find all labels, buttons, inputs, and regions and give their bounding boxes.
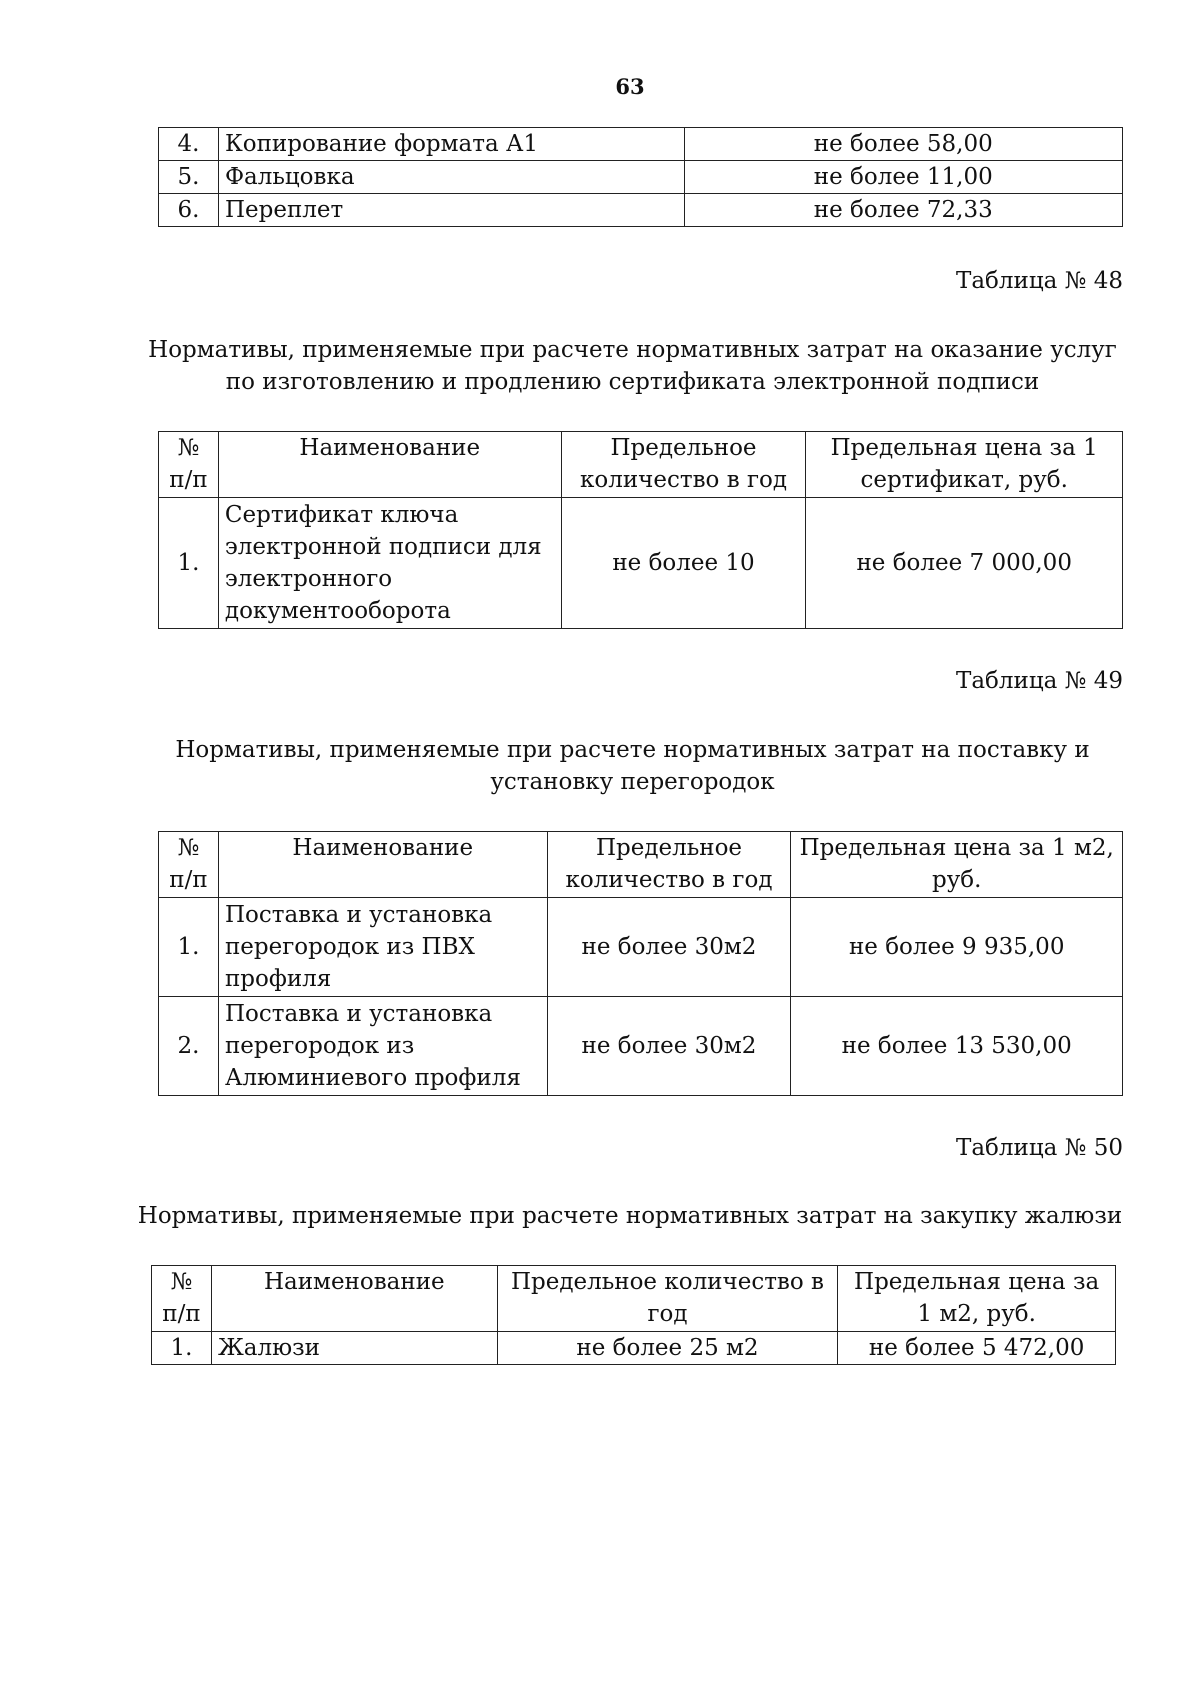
table-48-label: Таблица № 48 [956, 268, 1123, 294]
table-header-row [152, 1266, 1116, 1332]
row-qty: не более 10 [561, 498, 806, 629]
row-qty: не более 30м2 [547, 997, 791, 1096]
table-row [159, 194, 1123, 227]
row-price: не более 58,00 [684, 128, 1122, 161]
table-49 [158, 831, 1123, 1096]
row-name: Поставка и установка перегородок из Алюминиевого профиля [218, 997, 547, 1096]
header-qty: Предельное количество в год [497, 1266, 838, 1332]
row-number: 1. [152, 1332, 212, 1365]
row-name: Копирование формата А1 [218, 128, 684, 161]
table-row [159, 997, 1123, 1096]
table-header-row [159, 432, 1123, 498]
row-price: не более 13 530,00 [791, 997, 1123, 1096]
row-price: не более 11,00 [684, 161, 1122, 194]
row-name: Сертификат ключа электронной подписи для электронного документооборота [218, 498, 561, 629]
table-row [159, 498, 1123, 629]
table-48-heading-line1: Нормативы, применяемые при расчете нормативных затрат на оказание услуг [148, 337, 1117, 363]
header-name: Наименование [218, 832, 547, 898]
page-number: 63 [615, 74, 645, 99]
row-price: не более 7 000,00 [806, 498, 1123, 629]
table-50 [151, 1265, 1116, 1365]
table-48-heading-line2: по изготовлению и продлению сертификата электронной подписи [225, 369, 1040, 395]
row-name: Переплет [218, 194, 684, 227]
row-qty: не более 25 м2 [497, 1332, 838, 1365]
row-name: Поставка и установка перегородок из ПВХ профиля [218, 898, 547, 997]
table-49-heading [140, 734, 1125, 798]
continued-table [158, 127, 1123, 227]
table-49-heading-line1: Нормативы, применяемые при расчете нормативных затрат на поставку и [175, 737, 1090, 763]
row-name: Жалюзи [211, 1332, 497, 1365]
table-48 [158, 431, 1123, 629]
row-number: 5. [159, 161, 219, 194]
header-qty: Предельное количество в год [547, 832, 791, 898]
header-price: Предельная цена за 1 сертификат, руб. [806, 432, 1123, 498]
header-num: № п/п [152, 1266, 212, 1332]
table-row [159, 898, 1123, 997]
row-number: 1. [159, 498, 219, 629]
header-price: Предельная цена за 1 м2, руб. [838, 1266, 1116, 1332]
table-48-heading [140, 334, 1125, 398]
row-price: не более 9 935,00 [791, 898, 1123, 997]
table-50-heading: Нормативы, применяемые при расчете нормативных затрат на закупку жалюзи [137, 1203, 1123, 1229]
row-name: Фальцовка [218, 161, 684, 194]
table-row [159, 161, 1123, 194]
row-price: не более 5 472,00 [838, 1332, 1116, 1365]
table-49-label: Таблица № 49 [956, 668, 1123, 694]
header-num: № п/п [159, 432, 219, 498]
header-price: Предельная цена за 1 м2, руб. [791, 832, 1123, 898]
row-number: 2. [159, 997, 219, 1096]
row-number: 4. [159, 128, 219, 161]
header-name: Наименование [211, 1266, 497, 1332]
table-row [159, 128, 1123, 161]
header-name: Наименование [218, 432, 561, 498]
row-number: 1. [159, 898, 219, 997]
row-price: не более 72,33 [684, 194, 1122, 227]
header-qty: Предельное количество в год [561, 432, 806, 498]
table-50-label: Таблица № 50 [956, 1135, 1123, 1161]
row-qty: не более 30м2 [547, 898, 791, 997]
table-49-heading-line2: установку перегородок [490, 769, 775, 795]
table-header-row [159, 832, 1123, 898]
header-num: № п/п [159, 832, 219, 898]
table-row [152, 1332, 1116, 1365]
row-number: 6. [159, 194, 219, 227]
